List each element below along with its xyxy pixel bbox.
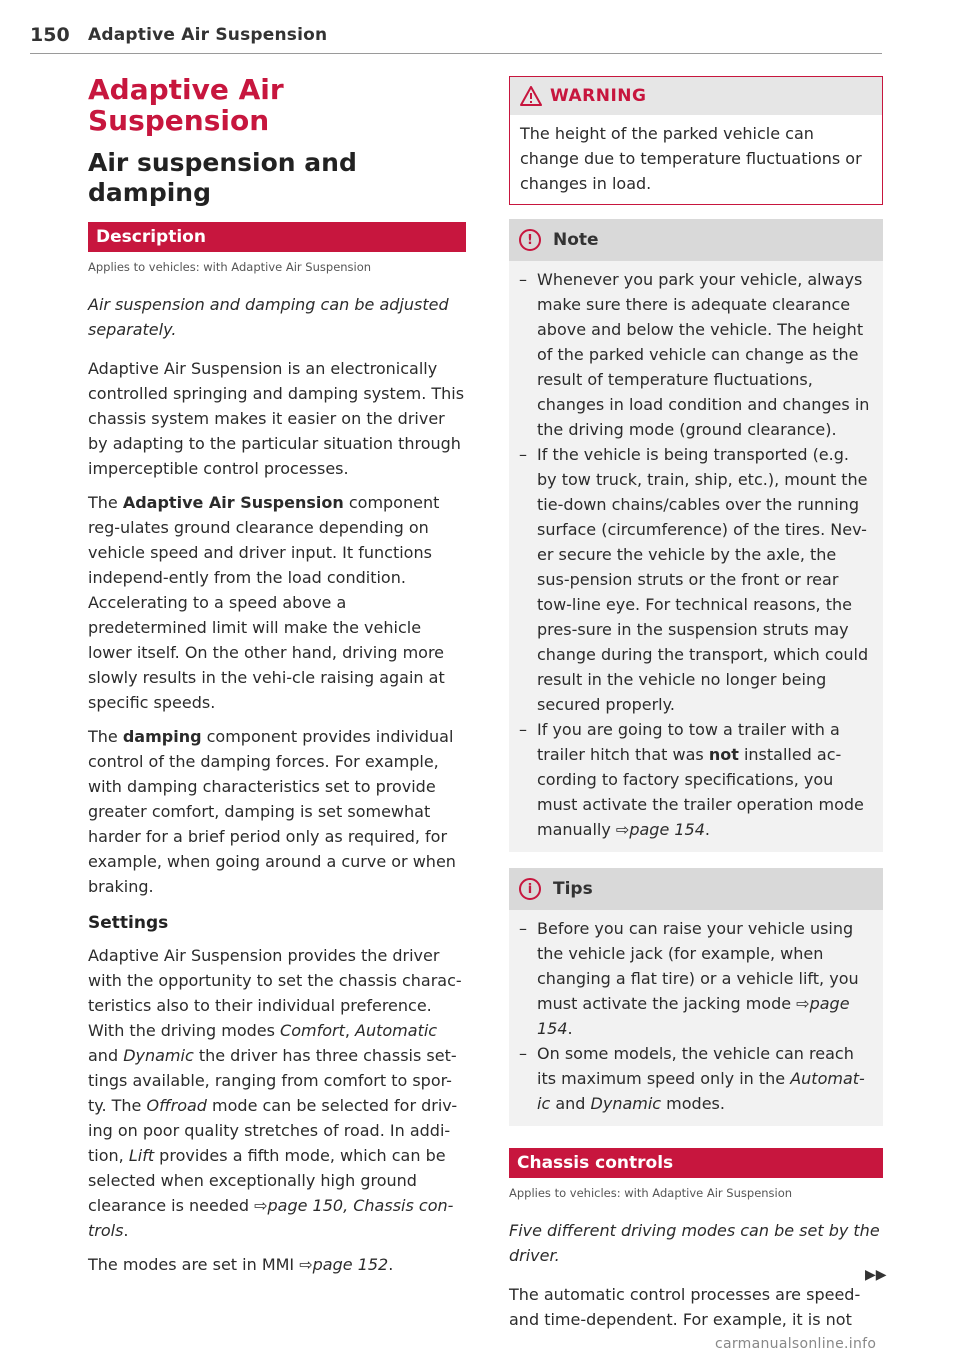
warning-header xyxy=(510,77,882,115)
page-reference: ⇨page 152 xyxy=(299,1255,389,1274)
applies-note: Applies to vehicles: with Adaptive Air Suspension xyxy=(509,1186,793,1200)
info-circle-icon: i xyxy=(519,878,541,900)
list-item: – Before you can raise your vehicle using the vehicle jack (for example, when changing a flat tire) or a vehicle lift, you must activate the jacking mode ⇨page 154. xyxy=(519,919,859,1038)
section-title: Air suspension and damping xyxy=(88,148,357,207)
page-reference: ⇨page 154 xyxy=(615,820,705,839)
paragraph: The automatic control processes are speed-and time-dependent. For example, it is not xyxy=(509,1285,861,1329)
note-box xyxy=(509,219,883,852)
tips-title: Tips xyxy=(553,879,593,899)
page-reference: ⇨page 154 xyxy=(537,994,850,1038)
page-header xyxy=(30,24,882,54)
intro-text: Five different driving modes can be set by the driver. xyxy=(509,1221,880,1265)
settings-heading: Settings xyxy=(88,913,169,933)
paragraph: The Adaptive Air Suspension component reg-ulates ground clearance depending on vehicle speed and driver input. It functions independ-ently from the load condition. Accelerating to a speed above a predetermined limit will make the vehicle lower itself. On the other hand, driving more slowly results in the vehi-cle raising again at specific speeds. xyxy=(88,493,445,712)
applies-note: Applies to vehicles: with Adaptive Air Suspension xyxy=(88,260,372,274)
watermark: carmanualsonline.info xyxy=(715,1336,877,1352)
warning-box xyxy=(509,76,883,205)
tips-header xyxy=(509,868,883,910)
list-item: – Whenever you park your vehicle, always make sure there is adequate clearance above and below the vehicle. The height of the parked vehicle can change as the result of temperature fluctuations, changes in load condition and changes in the driving mode (ground clearance). xyxy=(519,270,870,439)
left-column xyxy=(88,74,466,1286)
page-number: 150 xyxy=(30,24,70,46)
running-title: Adaptive Air Suspension xyxy=(88,25,328,45)
intro-text: Air suspension and damping can be adjusted separately. xyxy=(88,295,449,339)
warning-text: The height of the parked vehicle can change due to temperature fluctuations or changes in load. xyxy=(520,124,862,193)
list-item: – On some models, the vehicle can reach its maximum speed only in the Automat-ic and Dynamic modes. xyxy=(519,1044,865,1113)
continue-arrow-icon: ▶▶ xyxy=(865,1267,887,1283)
right-column xyxy=(509,76,883,1341)
list-item: – If you are going to tow a trailer with a trailer hitch that was not installed ac-cording to factory specifications, you must activate the trailer operation mode manually ⇨page 154. xyxy=(519,720,864,839)
description-bar: Description xyxy=(88,222,466,252)
paragraph: The damping component provides individual control of the damping forces. For example, with damping characteristics set to provide greater comfort, damping is set somewhat harder for a brief period only as required, for example, when going around a curve or when braking. xyxy=(88,727,456,896)
chapter-title: Adaptive Air Suspension xyxy=(88,73,284,137)
note-title: Note xyxy=(553,230,599,250)
list-item: – If the vehicle is being transported (e.g. by tow truck, train, ship, etc.), mount the tie-down chains/cables over the running surface (circumference) of the tires. Nev-er secure the vehicle by the axle, the sus-pension struts or the front or rear tow-line eye. For technical reasons, the pres-sure in the suspension struts may change during the transport, which could result in the vehicle no longer being secured properly. xyxy=(519,445,869,714)
paragraph: Adaptive Air Suspension provides the driver with the opportunity to set the chassis charac-teristics also to their individual preference. With the driving modes Comfort, Automatic and Dynamic the driver has three chassis set-tings available, ranging from comfort to spor-ty. The Offroad mode can be selected for driv-ing on poor quality stretches of road. In addi-tion, Lift provides a fifth mode, which can be selected when exceptionally high ground clearance is needed ⇨page 150, Chassis con-trols. xyxy=(88,946,462,1240)
tips-box xyxy=(509,868,883,1126)
paragraph: Adaptive Air Suspension is an electronically controlled springing and damping system. This chassis system makes it easier on the driver by adapting to the particular situation through imperceptible control processes. xyxy=(88,359,465,478)
warning-title: WARNING xyxy=(550,86,647,106)
paragraph: The modes are set in MMI ⇨page 152. xyxy=(88,1255,394,1274)
page-reference: ⇨page 150, Chassis con-trols xyxy=(88,1196,454,1240)
warning-triangle-icon xyxy=(520,86,542,106)
chassis-controls-bar: Chassis controls xyxy=(509,1148,883,1178)
exclamation-circle-icon: ! xyxy=(519,229,541,251)
note-header xyxy=(509,219,883,261)
